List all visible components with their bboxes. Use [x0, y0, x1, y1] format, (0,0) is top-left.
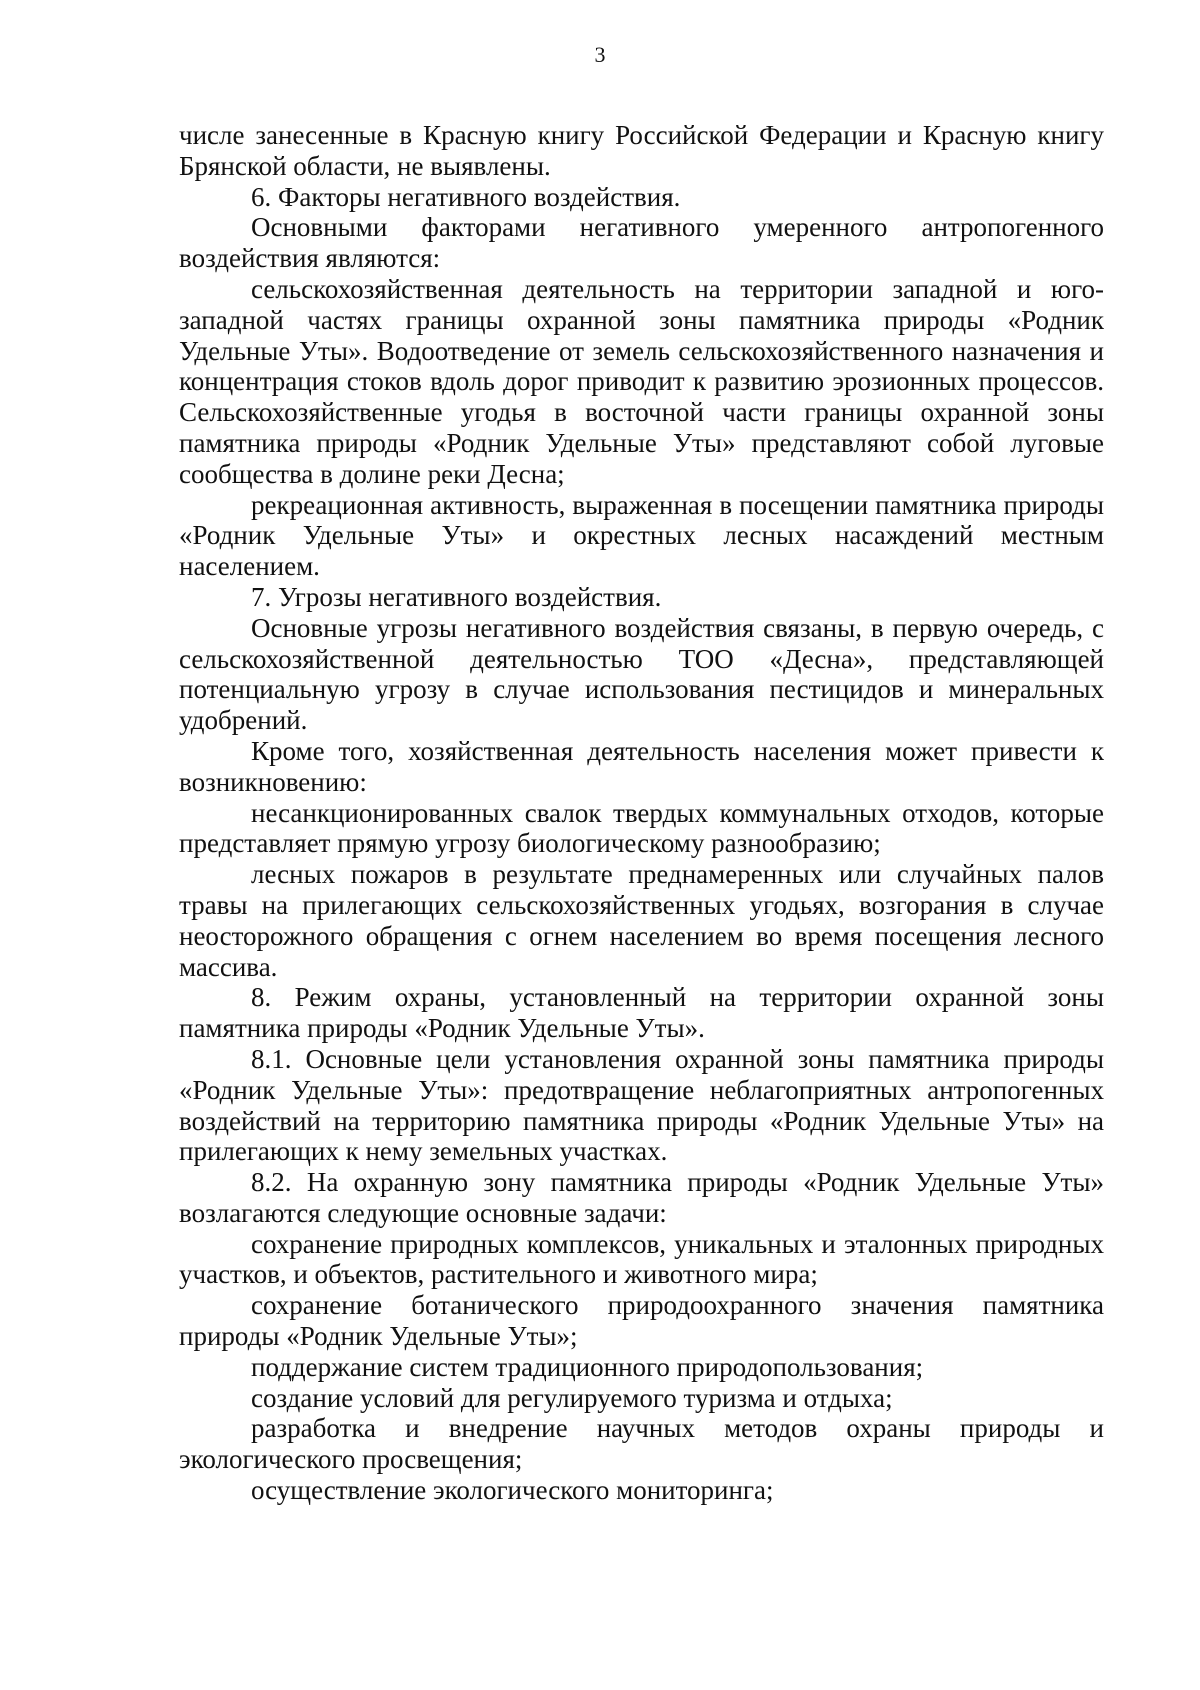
paragraph: 8.2. На охранную зону памятника природы «Родник Удельные Уты» возлагаются следующие основные задачи:	[179, 1167, 1104, 1228]
page-number: 3	[594, 42, 606, 67]
section-heading: 7. Угрозы негативного воздействия.	[251, 581, 662, 612]
paragraph: Кроме того, хозяйственная деятельность населения может привести к возникновению:	[179, 735, 1104, 797]
paragraph: несанкционированных свалок твердых коммунальных отходов, которые представляет прямую угрозу биологическому разнообразию;	[179, 797, 1104, 859]
paragraph: Основные угрозы негативного воздействия связаны, в первую очередь, с сельскохозяйственной деятельностью ТОО «Десна», представляющей потенциальную угрозу в случае использования пестицидов и минеральных удобрений.	[179, 612, 1104, 736]
list-item: осуществление экологического мониторинга;	[251, 1475, 774, 1506]
paragraph: сельскохозяйственная деятельность на территории западной и юго-западной частях границы охранной зоны памятника природы «Родник Удельные Уты». Водоотведение от земель сельскохозяйственного назначения и концентрация стоков вдоль дорог приводит к развитию эрозионных процессов. Сельскохозяйственные угодья в восточной части границы охранной зоны памятника природы «Родник Удельные Уты» представляют собой луговые сообщества в долине реки Десна;	[179, 273, 1104, 489]
paragraph: 8.1. Основные цели установления охранной зоны памятника природы «Родник Удельные Уты»: предотвращение неблагоприятных антропогенных воздействий на территорию памятника природы «Родник Удельные Уты» на прилегающих к нему земельных участках.	[179, 1043, 1104, 1167]
paragraph: рекреационная активность, выраженная в посещении памятника природы «Родник Удельные Уты» и окрестных лесных насаждений местным населением.	[179, 489, 1104, 582]
paragraph: числе занесенные в Красную книгу Российской Федерации и Красную книгу Брянской области, не выявлены.	[179, 120, 1104, 181]
document-body	[179, 120, 1104, 1506]
list-item: поддержание систем традиционного природопользования;	[251, 1351, 924, 1382]
list-item: разработка и внедрение научных методов охраны природы и экологического просвещения;	[179, 1413, 1104, 1475]
list-item: сохранение природных комплексов, уникальных и эталонных природных участков, и объектов, растительного и животного мира;	[179, 1228, 1104, 1290]
paragraph: лесных пожаров в результате преднамеренных или случайных палов травы на прилегающих сельскохозяйственных угодьях, возгорания в случае неосторожного обращения с огнем населением во время посещения лесного массива.	[179, 859, 1104, 982]
section-heading: 6. Факторы негативного воздействия.	[251, 181, 681, 212]
list-item: создание условий для регулируемого туризма и отдыха;	[251, 1382, 893, 1413]
section-heading: 8. Режим охраны, установленный на территории охранной зоны памятника природы «Родник Удельные Уты».	[179, 982, 1104, 1044]
paragraph: Основными факторами негативного умеренного антропогенного воздействия являются:	[179, 212, 1104, 274]
list-item: сохранение ботанического природоохранного значения памятника природы «Родник Удельные Уты»;	[179, 1290, 1104, 1352]
